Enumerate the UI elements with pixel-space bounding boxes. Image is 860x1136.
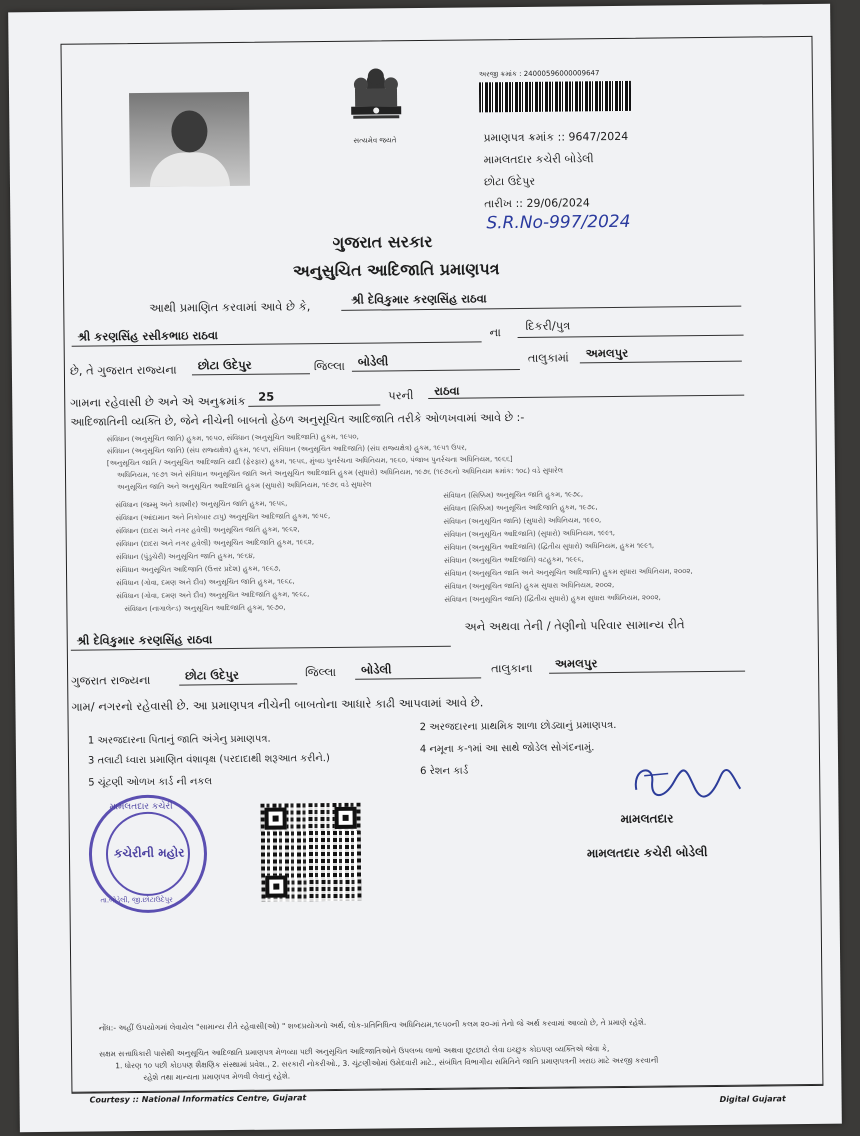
certificate-number: પ્રમાણપત્ર ક્રમાંક :: 9647/2024 — [483, 129, 629, 145]
emblem-caption: સત્યમેવ જયતે — [353, 136, 397, 145]
qr-code — [260, 803, 361, 902]
document-item: 1 અરજદારના પિતાનું જાતિ અંગેનુ પ્રમાણપત્ર. — [87, 733, 271, 747]
tribe-name: રાઠવા — [434, 383, 460, 398]
right-order: સંવિધાન (સિક્કિમ) અનુસૂચિત જાતિ હુકમ, ૧૯૭૮, — [443, 490, 584, 500]
issue-date: તારીખ :: 29/06/2024 — [484, 196, 590, 211]
district2-word: બોડેલી — [360, 662, 392, 677]
office-name: મામલતદાર કચેરી બોડેલી — [483, 152, 594, 167]
right-order: સંવિધાન (અનુસૂચિત આદિજાતિ) (દ્વિતીય સુધારો) અધિનિયમ, હુકમ ૧૯૯૧, — [443, 541, 655, 552]
document-item: 4 નમૂના ક-૧માં આ સાથે જોડેલ સોગંદનામું. — [419, 742, 595, 756]
applicant-photo — [129, 92, 250, 187]
right-order: સંવિધાન (અનુસૂચિત જાતિ) (દ્વિતીય સુધારો) હુકમ સુધારા અધિનિયમ, ૨૦૦૨, — [444, 593, 661, 604]
certificate-title: અનુસુચિત આદિજાતિ પ્રમાણપત્ર — [292, 259, 500, 281]
order-line-4: અધિનિયમ, ૧૯૭૧ અને સંવિધાન અનુસૂચિત જાતિ અને અનુસૂચિત આદિજાતિ હુકમ (સુધારો) અધિનિયમ, ૧૯૭૬ (૧૯૭૬નો અધિનિયમ ક્રમાંક: ૧૦૮) વડે સુધારેલ — [116, 466, 564, 480]
right-order: સંવિધાન (અનુસૂચિત આદિજાતિ) વટહુકમ, ૧૯૯૬, — [443, 555, 584, 565]
taluka2-value: અમલપુર — [554, 656, 598, 671]
order-line-5: અનુસૂચિત જાતિ અને અનુસૂચિત આદિજાતિ હુકમ (સુધારો) અધિનિયમ, ૧૯૭૬ વડે સુધારેલ — [117, 480, 372, 492]
signatory-title: મામલતદાર — [620, 811, 674, 826]
government-title: ગુજરાત સરકાર — [332, 231, 433, 252]
right-order: સંવિધાન (અનુસૂચિત જાતિ) (સુધારો) અધિનિયમ, ૧૯૯૦, — [443, 516, 602, 526]
father-name: શ્રી કરણસિંહ રસીકભાઇ રાઠવા — [77, 328, 218, 344]
national-emblem-icon — [345, 66, 408, 137]
stamp-bottom-text: તા.બોડેલી, જી.છોટાઉદેપુર — [100, 895, 173, 905]
left-order: સંવિધાન (દાદરા અને નગર હવેલી) અનુસૂચિત જાતિ હુકમ, ૧૯૬૨, — [115, 525, 300, 536]
district2-value: છોટા ઉદેપુર — [185, 667, 239, 683]
serial-number: 25 — [258, 389, 275, 404]
state2-prefix: ગુજરાત રાજ્યના — [71, 672, 151, 688]
taluka-label: તાલુકામાં — [527, 350, 569, 365]
district2-label: જિલ્લા — [305, 664, 337, 680]
taluka2-label: તાલુકાના — [490, 660, 533, 676]
document-item: 6 રેશન કાર્ડ — [420, 765, 469, 778]
order-line-1: સંવિધાન (અનુસૂચિત જાતિ) હુકમ, ૧૯૫૦, સંવિધાન (અનુસૂચિત આદિજાતિ) હુકમ, ૧૯૫૦, — [106, 432, 359, 444]
resident-prefix: ગામના રહેવાસી છે અને એ અનુક્રમાંક — [70, 393, 246, 410]
left-order: સંવિધાન (ગોવા, દમણ અને દીવ) અનુસૂચિત જાતિ હુકમ, ૧૯૬૮, — [116, 577, 295, 588]
order-line-3: [અનુસૂચિત જાતિ / અનુસૂચિત આદિજાતિ યાદી (ફેરફાર) હુકમ, ૧૯૫૬, મુંબઇ પુનર્રચના અધિનિયમ, ૧૯૬૦, પંજાબ પુનર્રચના અધિનિયમ, ૧૯૬૬] — [106, 455, 513, 468]
right-order: સંવિધાન (અનુસૂચિત જાતિ) હુકમ સુધારા અધિનિયમ, ૨૦૦૨, — [444, 581, 615, 591]
barcode — [479, 81, 631, 113]
left-order: સંવિધાન (દાદરા અને નગર હવેલી) અનુસૂચિત આદિજાતિ હુકમ, ૧૯૬૨, — [115, 538, 315, 549]
digital-gujarat-text: Digital Gujarat — [719, 1094, 786, 1104]
document-item: 5 ચૂંટણી ઓળખ કાર્ડ ની નકલ — [88, 776, 213, 789]
certify-prefix: આથી પ્રમાણિત કરવામાં આવે છે કે, — [149, 299, 311, 315]
officer-signature — [624, 759, 745, 810]
stamp-top-text: મામલતદાર કચેરી — [109, 801, 173, 813]
photo-head — [171, 110, 207, 152]
left-order: સંવિધાન (જમ્મુ અને કાશ્મીર) અનુસૂચિત જાતિ હુકમ, ૧૯૫૬, — [115, 499, 288, 510]
left-order: સંવિધાન (ગોવા, દમણ અને દીવ) અનુસૂચિત આદિજાતિ હુકમ, ૧૯૬૮, — [116, 590, 310, 601]
certificate-paper — [8, 4, 842, 1133]
left-order: સંવિધાન (આંદામાન અને નિકોબાર ટાપુ) અનુસૂચિત આદિજાતિ હુકમ, ૧૯૫૯, — [115, 511, 331, 523]
document-item: 3 તલાટી ધ્વારા પ્રમાણિત વંશાવૃક્ષ (પરદાદાથી શરૂઆત કરીને.) — [87, 753, 330, 767]
family-text: અને અથવા તેની / તેણીનો પરિવાર સામાન્ય રીતે — [464, 617, 685, 634]
footer-note: નોંધ:- અહીં ઉપયોગમાં લેવાયેલ "સામાન્ય રીતે રહેવાસી(ઓ) " શબ્દપ્રયોગનો અર્થ, લોક-પ્રતિનિધિત્વ અધિનિયમ,૧૯૫૦ની કલમ ૨૦-માં તેનો જે અર્થ કરવામાં આવ્યો છે, તે પ્રમાણે રહેશે. — [98, 1017, 647, 1033]
left-order: સંવિધાન અનુસૂચિત આદિજાતિ (ઉત્તર પ્રદેશ) હુકમ, ૧૯૬૭, — [115, 564, 281, 575]
taluka-value: અમલપુર — [585, 345, 629, 361]
right-order: સંવિધાન (અનુસૂચિત જાતિ અને અનુસૂચિત આદિજાતિ) હુકમ સુધારા અધિનિયમ, ૨૦૦૨, — [444, 567, 693, 578]
office-stamp — [88, 794, 207, 913]
courtesy-text: Courtesy :: National Informatics Centre, Gujarat — [89, 1093, 307, 1105]
basis-text: ગામ/ નગરનો રહેવાસી છે. આ પ્રમાણપત્ર નીચેની બાબતોના આધારે કાઢી આપવામાં આવે છે. — [71, 695, 484, 714]
district-value: છોટા ઉદેપુર — [197, 357, 252, 373]
applicant-name-repeat: શ્રી દેવિકુમાર કરણસિંહ રાઠવા — [76, 632, 213, 648]
signatory-office: મામલતદાર કચેરી બોડેલી — [586, 845, 708, 861]
qr-finder — [334, 807, 356, 829]
left-order: સંવિધાન (નાગાલેન્ડ) અનુસૂચિત આદિજાતિ હુકમ, ૧૯૭૦, — [124, 603, 286, 614]
district-word: બોડેલી — [357, 354, 389, 369]
stamp-center-text: કચેરીની મહોર — [113, 845, 185, 861]
qr-finder — [265, 875, 287, 897]
application-number: અરજી ક્રમાંક : 24000596000009647 — [478, 69, 600, 79]
order-line-2: સંવિધાન (અનુસૂચિત જાતિ) (સંઘ રાજ્યક્ષેત્ર) હુકમ, ૧૯૫૧, સંવિધાન (અનુસૂચિત આદિજાતિ) (સંઘ રાજ્યક્ષેત્ર) હુકમ, ૧૯૫૧ ઉપર, — [106, 443, 467, 456]
state-prefix: છે, તે ગુજરાત રાજ્યના — [69, 362, 177, 378]
qr-finder — [265, 807, 287, 829]
tribe-description: આદિજાતિની વ્યક્તિ છે, જેને નીચેની બાબતો હેઠળ અનુસૂચિત આદિજાતિ તરીકે ઓળખવામાં આવે છે :- — [70, 410, 525, 429]
pari-label: પરની — [388, 388, 414, 403]
relation-value: દિકરી/પુત્ર — [525, 318, 571, 333]
right-order: સંવિધાન (સિક્કિમ) અનુસૂચિત આદિજાતિ હુકમ, ૧૯૭૮, — [443, 503, 598, 513]
footer-paragraph-3: રહેશે તથા માન્યતા પ્રમાણપત્ર મેળવી લેવાનું રહેશે. — [143, 1071, 291, 1082]
na-label: ના — [489, 325, 501, 340]
applicant-name: શ્રી દેવિકુમાર કરણસિંહ રાઠવા — [351, 291, 487, 307]
photo-shirt — [150, 152, 230, 187]
footer-paragraph-1: સક્ષમ સત્તાધિકારી પાસેથી અનુસૂચિત આદિજાતિ પ્રમાણપત્ર મેળવ્યા પછી અનુસૂચિત આદિજાતિઓને ઉપલબ્ધ લાભો અથવા છૂટછાટો લેવા ઇચ્છુક કોઇપણ વ્યક્તિએ જેવા કે, — [99, 1044, 610, 1059]
footer-paragraph-2: 1. ધોરણ ૧૦ પછી કોઇપણ શૈક્ષણિક સંસ્થામાં પ્રવેશ., 2. સરકારી નોકરીઓ., 3. ચૂંટણીઓમાં ઉમેદવારી માટે., સંબંધિત વિભાગીય સમિતિને જાતિ પ્રમાણપત્રની ખરાઇ માટે અરજી કરવાની — [115, 1055, 659, 1071]
handwritten-reference: S.R.No-997/2024 — [486, 211, 631, 234]
document-item: 2 અરજદારના પ્રાથમિક શાળા છોડ્યાનું પ્રમાણપત્ર. — [419, 720, 617, 734]
district-label: જિલ્લા — [313, 358, 345, 374]
right-order: સંવિધાન (અનુસૂચિત આદિજાતિ) (સુધારો) અધિનિયમ, ૧૯૯૧, — [443, 529, 616, 539]
left-order: સંવિધાન (પુંડુચેરી) અનુસૂચિત જાતિ હુકમ, ૧૯૬૪, — [115, 551, 255, 562]
district-name: છોટા ઉદેપુર — [483, 174, 536, 189]
